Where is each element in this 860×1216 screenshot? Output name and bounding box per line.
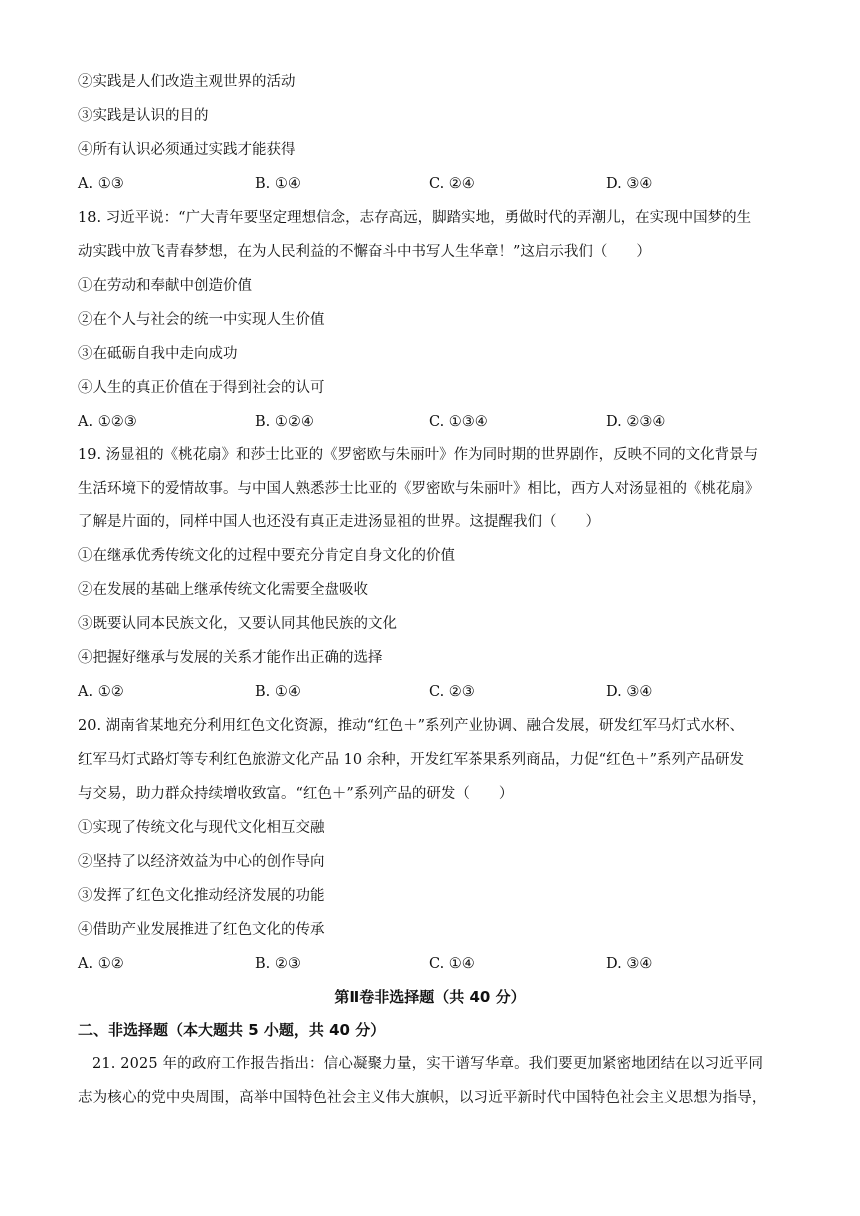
q18-options — [78, 412, 782, 432]
q21-line-1: 21. 2025 年的政府工作报告指出：信心凝聚力量，实干谱写华章。我们要更加紧密地团结在以习近平同 — [92, 1056, 764, 1072]
q20-option-a: A. ①② — [78, 956, 124, 972]
q20-option-b: B. ②③ — [255, 956, 301, 972]
q19-option-c: C. ②③ — [429, 684, 475, 700]
q18-item-1: ①在劳动和奉献中创造价值 — [78, 278, 252, 294]
q20-item-2: ②坚持了以经济效益为中心的创作导向 — [78, 854, 325, 870]
q20-option-c: C. ①④ — [429, 956, 475, 972]
q17-option-d: D. ③④ — [606, 176, 653, 192]
q18-option-d: D. ②③④ — [606, 414, 666, 430]
q18-stem-line-1: 18. 习近平说：“广大青年要坚定理想信念，志存高远，脚踏实地，勇做时代的弄潮儿，在实现中国梦的生 — [78, 210, 752, 226]
q19-option-d: D. ③④ — [606, 684, 653, 700]
q19-item-1: ①在继承优秀传统文化的过程中要充分肯定自身文化的价值 — [78, 548, 455, 564]
q18-option-b: B. ①②④ — [255, 414, 314, 430]
q17-item-4: ④所有认识必须通过实践才能获得 — [78, 142, 296, 158]
q20-item-4: ④借助产业发展推进了红色文化的传承 — [78, 922, 325, 938]
q18-option-a: A. ①②③ — [78, 414, 137, 430]
q17-options — [78, 174, 782, 194]
q20-item-1: ①实现了传统文化与现代文化相互交融 — [78, 820, 325, 836]
q19-option-b: B. ①④ — [255, 684, 301, 700]
q19-options — [78, 682, 782, 702]
q18-option-c: C. ①③④ — [429, 414, 488, 430]
q20-options — [78, 954, 782, 974]
q20-stem-line-3: 与交易，助力群众持续增收致富。“红色＋”系列产品的研发（ ） — [78, 786, 514, 802]
q21-line-2: 志为核心的党中央周围，高举中国特色社会主义伟大旗帜，以习近平新时代中国特色社会主义思想为指导， — [78, 1090, 767, 1106]
q17-item-2: ②实践是人们改造主观世界的活动 — [78, 74, 296, 90]
q17-option-c: C. ②④ — [429, 176, 475, 192]
q18-item-4: ④人生的真正价值在于得到社会的认可 — [78, 380, 325, 396]
q17-option-b: B. ①④ — [255, 176, 301, 192]
part-2-title: 第Ⅱ卷非选择题（共 40 分） — [334, 988, 526, 1006]
q20-item-3: ③发挥了红色文化推动经济发展的功能 — [78, 888, 325, 904]
q19-item-3: ③既要认同本民族文化，又要认同其他民族的文化 — [78, 616, 397, 632]
q19-stem-line-3: 了解是片面的，同样中国人也还没有真正走进汤显祖的世界。这提醒我们（ ） — [78, 514, 600, 530]
q19-stem-line-2: 生活环境下的爱情故事。与中国人熟悉莎士比亚的《罗密欧与朱丽叶》相比，西方人对汤显祖的《桃花扇》 — [78, 481, 760, 497]
q18-item-3: ③在砥砺自我中走向成功 — [78, 346, 238, 362]
section-heading: 二、非选择题（本大题共 5 小题，共 40 分） — [78, 1021, 386, 1039]
q17-item-3: ③实践是认识的目的 — [78, 108, 209, 124]
q19-item-4: ④把握好继承与发展的关系才能作出正确的选择 — [78, 650, 383, 666]
q20-stem-line-1: 20. 湖南省某地充分利用红色文化资源，推动“红色＋”系列产业协调、融合发展，研发红军马灯式水杯、 — [78, 718, 744, 734]
q20-option-d: D. ③④ — [606, 956, 653, 972]
q20-stem-line-2: 红军马灯式路灯等专利红色旅游文化产品 10 余种，开发红军茶果系列商品，力促“红色＋”系列产品研发 — [78, 752, 744, 768]
q18-item-2: ②在个人与社会的统一中实现人生价值 — [78, 312, 325, 328]
q19-stem-line-1: 19. 汤显祖的《桃花扇》和莎士比亚的《罗密欧与朱丽叶》作为同时期的世界剧作，反映不同的文化背景与 — [78, 447, 759, 463]
q19-option-a: A. ①② — [78, 684, 124, 700]
q19-item-2: ②在发展的基础上继承传统文化需要全盘吸收 — [78, 582, 368, 598]
q17-option-a: A. ①③ — [78, 176, 124, 192]
q18-stem-line-2: 动实践中放飞青春梦想，在为人民利益的不懈奋斗中书写人生华章！”这启示我们（ ） — [78, 244, 651, 260]
